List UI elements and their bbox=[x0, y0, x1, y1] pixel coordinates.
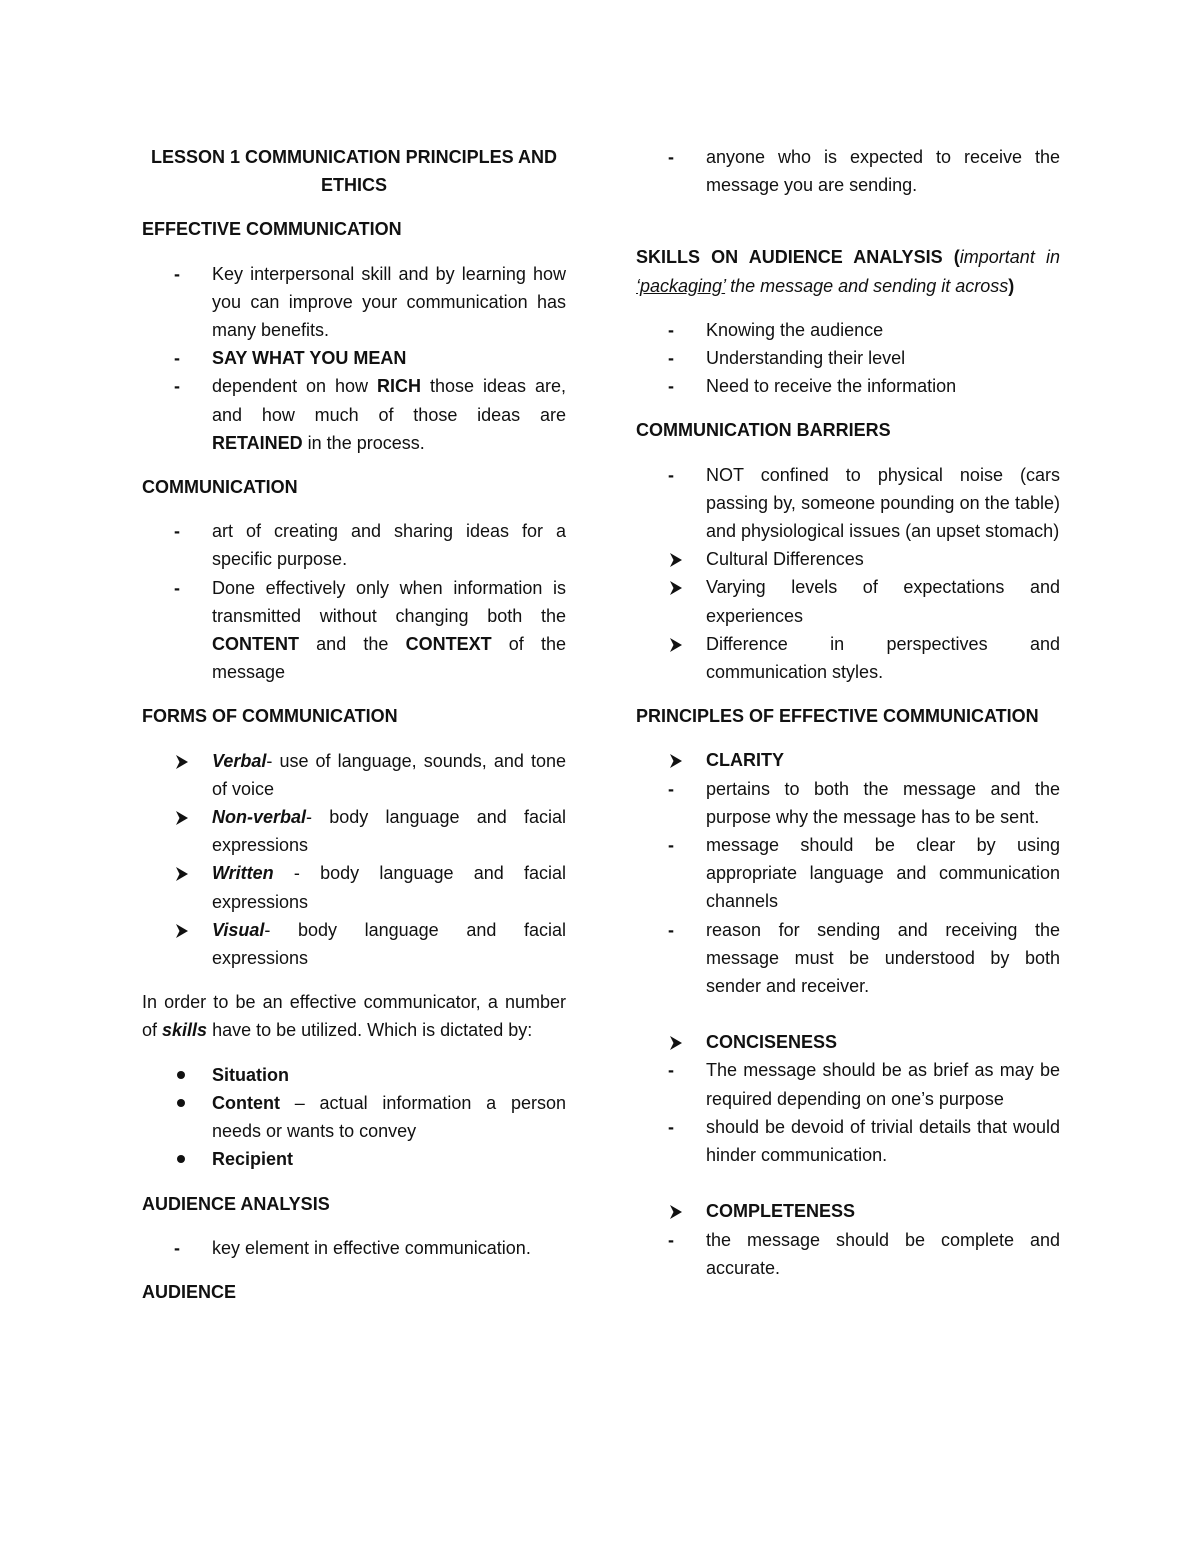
dash-marker: - bbox=[668, 919, 674, 940]
completeness-list bbox=[636, 1197, 1060, 1282]
list-item: - NOT confined to physical noise (cars passing by, someone pounding on the table) and physiological issues (an upset stomach) bbox=[636, 461, 1060, 546]
list-item: Varying levels of expectations and experiences bbox=[636, 573, 1060, 629]
list-item: - SAY WHAT YOU MEAN bbox=[142, 344, 566, 372]
heading-communication-barriers: COMMUNICATION BARRIERS bbox=[636, 420, 891, 441]
heading-forms-of-communication: FORMS OF COMMUNICATION bbox=[142, 706, 398, 727]
clarity-list bbox=[636, 746, 1060, 1000]
chevron-right-icon bbox=[174, 866, 190, 882]
list-item: Non-verbal- body language and facial expressions bbox=[142, 803, 566, 859]
dash-marker: - bbox=[174, 577, 180, 598]
list-item: Visual- body language and facial expressions bbox=[142, 916, 566, 972]
chevron-right-icon bbox=[668, 637, 684, 653]
list-item: - message should be clear by using appropriate language and communication channels bbox=[636, 831, 1060, 916]
chevron-right-icon bbox=[668, 552, 684, 568]
communication-list bbox=[142, 517, 566, 686]
bullet-dot-icon bbox=[177, 1071, 185, 1079]
list-item: Verbal- use of language, sounds, and tone of voice bbox=[142, 747, 566, 803]
forms-list bbox=[142, 747, 566, 973]
audience-analysis-list bbox=[142, 1234, 566, 1262]
list-item: - pertains to both the message and the purpose why the message has to be sent. bbox=[636, 775, 1060, 831]
list-item: Situation bbox=[142, 1061, 566, 1089]
spacer bbox=[636, 1000, 1060, 1028]
list-item: - Done effectively only when information is transmitted without changing both the CONTENT and the CONTEXT of the message bbox=[142, 574, 566, 687]
list-item: Written - body language and facial expressions bbox=[142, 859, 566, 915]
list-item: - Need to receive the information bbox=[636, 372, 1060, 400]
dash-marker: - bbox=[668, 319, 674, 340]
dash-marker: - bbox=[174, 348, 180, 369]
dash-marker: - bbox=[668, 376, 674, 397]
heading-audience-analysis: AUDIENCE ANALYSIS bbox=[142, 1193, 330, 1214]
list-item: CLARITY bbox=[636, 746, 1060, 774]
conciseness-list bbox=[636, 1028, 1060, 1169]
barriers-list bbox=[636, 461, 1060, 687]
dash-marker: - bbox=[668, 348, 674, 369]
list-item: - Key interpersonal skill and by learning how you can improve your communication has many benefits. bbox=[142, 260, 566, 345]
document-title: LESSON 1 COMMUNICATION PRINCIPLES AND ETHICS bbox=[150, 147, 558, 196]
dash-marker: - bbox=[174, 376, 180, 397]
list-item: CONCISENESS bbox=[636, 1028, 1060, 1056]
dash-marker: - bbox=[668, 778, 674, 799]
chevron-right-icon bbox=[174, 810, 190, 826]
list-item: - Understanding their level bbox=[636, 344, 1060, 372]
chevron-right-icon bbox=[174, 754, 190, 770]
heading-principles: PRINCIPLES OF EFFECTIVE COMMUNICATION bbox=[636, 706, 1039, 727]
skills-paragraph: In order to be an effective communicator, a number of skills have to be utilized. Which is dictated by: bbox=[142, 992, 566, 1041]
list-item: - should be devoid of trivial details that would hinder communication. bbox=[636, 1113, 1060, 1169]
chevron-right-icon bbox=[668, 1204, 684, 1220]
dash-marker: - bbox=[668, 1060, 674, 1081]
heading-effective-communication: EFFECTIVE COMMUNICATION bbox=[142, 219, 402, 240]
bullet-dot-icon bbox=[177, 1099, 185, 1107]
skills-list bbox=[636, 316, 1060, 401]
list-item: - art of creating and sharing ideas for a specific purpose. bbox=[142, 517, 566, 573]
list-item: - anyone who is expected to receive the message you are sending. bbox=[636, 143, 1060, 199]
dash-marker: - bbox=[668, 147, 674, 167]
chevron-right-icon bbox=[668, 580, 684, 596]
dash-marker: - bbox=[174, 1237, 180, 1258]
heading-skills-on-audience-analysis: SKILLS ON AUDIENCE ANALYSIS (important in ‘packaging’ the message and sending it across) bbox=[636, 247, 1061, 296]
audience-list bbox=[636, 143, 1060, 199]
list-item: - key element in effective communication. bbox=[142, 1234, 566, 1262]
list-item: - dependent on how RICH those ideas are, and how much of those ideas are RETAINED in the process. bbox=[142, 372, 566, 457]
bullet-dot-icon bbox=[177, 1155, 185, 1163]
chevron-right-icon bbox=[668, 1035, 684, 1051]
list-item: Cultural Differences bbox=[636, 545, 1060, 573]
factors-list bbox=[142, 1061, 566, 1174]
list-item: - the message should be complete and accurate. bbox=[636, 1226, 1060, 1282]
list-item: COMPLETENESS bbox=[636, 1197, 1060, 1225]
effective-communication-list bbox=[142, 260, 566, 457]
list-item: - Knowing the audience bbox=[636, 316, 1060, 344]
list-item: Content – actual information a person needs or wants to convey bbox=[142, 1089, 566, 1145]
dash-marker: - bbox=[668, 835, 674, 856]
chevron-right-icon bbox=[668, 753, 684, 769]
chevron-right-icon bbox=[174, 923, 190, 939]
heading-communication: COMMUNICATION bbox=[142, 477, 298, 498]
dash-marker: - bbox=[668, 1116, 674, 1137]
list-item: Difference in perspectives and communication styles. bbox=[636, 630, 1060, 686]
dash-marker: - bbox=[174, 521, 180, 542]
left-column bbox=[142, 143, 566, 1322]
spacer bbox=[636, 1169, 1060, 1197]
dash-marker: - bbox=[668, 464, 674, 485]
dash-marker: - bbox=[668, 1229, 674, 1250]
list-item: - The message should be as brief as may be required depending on one’s purpose bbox=[636, 1056, 1060, 1112]
list-item: Recipient bbox=[142, 1145, 566, 1173]
list-item: - reason for sending and receiving the message must be understood by both sender and receiver. bbox=[636, 916, 1060, 1001]
dash-marker: - bbox=[174, 263, 180, 284]
heading-audience: AUDIENCE bbox=[142, 1281, 237, 1302]
right-column bbox=[636, 143, 1060, 1282]
